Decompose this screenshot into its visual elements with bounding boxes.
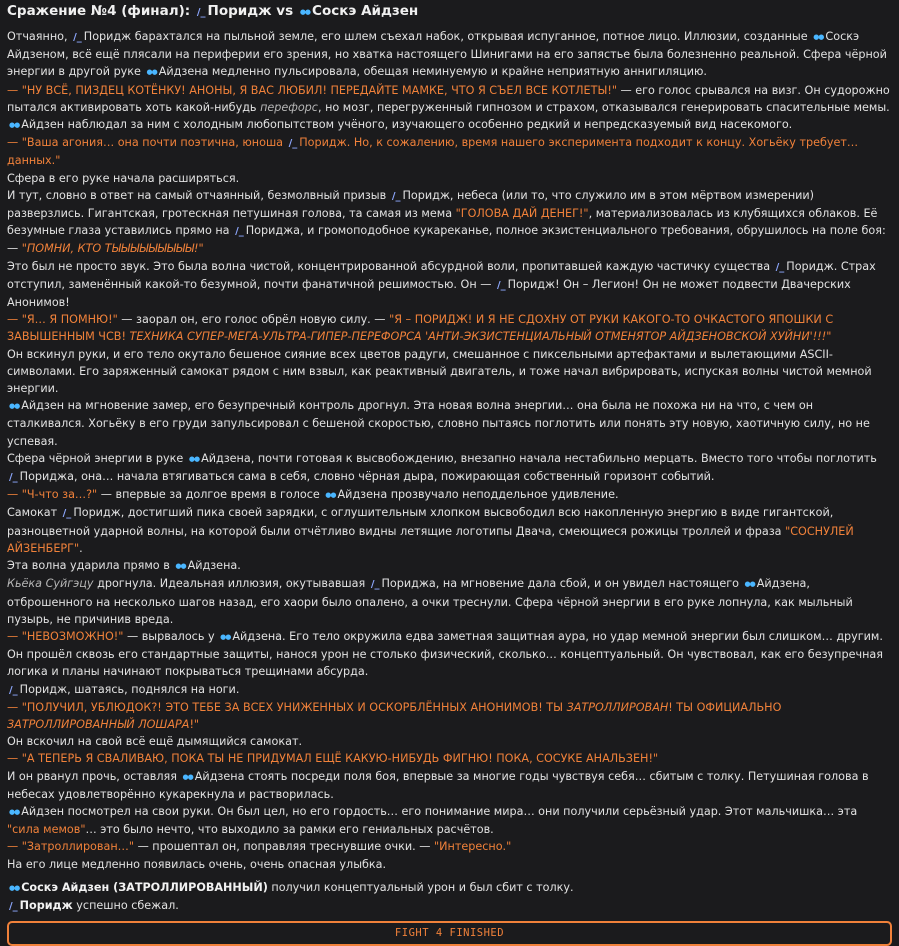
paragraph: — "Ч-что за…?" — впервые за долгое время в голосе ●● Айдзена прозвучало неподдельное удивление. <box>7 488 619 502</box>
glasses-icon: ●● <box>325 491 336 500</box>
glasses-icon: ●● <box>182 772 193 781</box>
glasses-icon: ●● <box>175 562 186 571</box>
paragraph: Эта волна ударила прямо в ●● Айдзена. <box>7 559 241 573</box>
paragraph <box>7 750 892 767</box>
slash-sword-icon: /_ <box>73 32 82 43</box>
slash-sword-icon: /_ <box>235 226 244 238</box>
paragraph: Это был не просто звук. Это была волна чистой, концентрированной абсурдной воли, пропитавшей каждую частичку существа /_ Поридж. Страх отступил, заменённый какой-то безумной, почти фанатичной решимостью. Он — /_ Поридж! Он – Легион! Он не может подвести Двачерских Анонимов! <box>7 259 876 310</box>
glasses-icon: ●● <box>188 454 200 463</box>
quote: — "Ч-что за…?" <box>7 488 98 502</box>
paragraph: И тут, словно в ответ на самый отчаянный, безмолвный призыв /_ Поридж, небеса (или то, что служило им в этом мёртвом измерении) разверзлись. Гигантская, гротескная петушиная голова, та самая из мема "ГОЛОВА ДАЙ ДЕНЕГ!", материализовалась из клубящихся облаков. Её безумные глаза уставились прямо на /_ Пориджа, и громоподобное кукареканье, полное экзистенциального требования, обрушилось на поле боя: <box>7 188 886 238</box>
paragraph: Отчаянно, /_ Поридж барахтался на пыльной земле, его шлем съехал набок, открывая испуганное, потное лицо. Иллюзии, созданные ●● Соскэ Айдзеном, всё ещё плясали на периферии его зрения, но хватка настоящего Шинигами на его запястье была болезненно реальной. Сфера чёрной энергии в другой руке ●● Айдзена медленно пульсировала, обещая неминуемую и крайне неприятную аннигиляцию. <box>7 30 887 79</box>
glasses-icon: ●● <box>813 33 824 41</box>
paragraph: ●● Айдзен посмотрел на свои руки. Он был цел, но его гордость… его понимание мира… они получили серьёзный удар. Этот мальчишка… эта "сила мемов"… это было нечто, что выходило за рамки его гениальных расчётов. <box>7 804 858 837</box>
glasses-icon: ●● <box>9 883 20 892</box>
quote: — "Ваша агония… она почти поэтична, юноша <box>7 136 284 150</box>
paragraph: Сфера чёрной энергии в руке ●● Айдзена, почти готовая к высвобождению, внезапно начала нестабильно мерцать. Вместо того чтобы поглотить /_ Пориджа, она… начала втягиваться сама в себя, словно чёрная дыра, пожирающая собственный горизонт событий. <box>7 451 877 484</box>
glasses-icon: ●● <box>9 121 20 130</box>
glasses-icon: ●● <box>299 8 311 16</box>
fighter-poridzh-name: Поридж <box>207 3 272 19</box>
quote: "СОСНУЛЕЙ АЙЗЕНБЕРГ" <box>7 524 854 555</box>
quote: — "НУ ВСЁ, ПИЗДЕЦ КОТЁНКУ! АНОНЫ, Я ВАС ЛЮБИЛ! ПЕРЕДАЙТЕ МАМКЕ, ЧТО Я СЪЕЛ ВСЕ КОТЛЕТЫ!" <box>7 83 617 97</box>
glasses-icon: ●● <box>220 632 231 641</box>
glasses-icon: ●● <box>9 402 20 411</box>
slash-sword-icon: /_ <box>9 684 18 696</box>
paragraph: — "ПОМНИ, КТО ТЫЫЫЫЫЫЫЫЫ!" <box>7 242 204 256</box>
glasses-icon: ●● <box>744 580 755 589</box>
paragraph: — "Затроллирован…" — прошептал он, поправляя треснувшие очки. — "Интересно." <box>7 840 512 854</box>
paragraph: Сфера в его руке начала расширяться. <box>7 171 240 185</box>
summary-aizen: ●● Соскэ Айдзен (ЗАТРОЛЛИРОВАННЫЙ) получил концептуальный урон и был сбит с толку. <box>9 880 574 894</box>
slash-sword-icon: /_ <box>496 279 506 291</box>
title-prefix: Сражение №4 (финал): <box>7 3 191 19</box>
paragraph: Самокат /_ Поридж, достигший пика своей зарядки, с оглушительным хлопком высвободил всю накопленную энергию в виде гигантской, разноцветной ударной волны, на которой были отчётливо видны летящие логотипы Двача, смеющиеся рожицы троллей и фраза "СОСНУЛЕЙ АЙЗЕНБЕРГ". <box>7 506 854 555</box>
slash-sword-icon: /_ <box>370 579 380 591</box>
slash-sword-icon: /_ <box>62 508 72 520</box>
paragraph: — "ПОЛУЧИЛ, УБЛЮДОК?! ЭТО ТЕБЕ ЗА ВСЕХ УНИЖЕННЫХ И ОСКОРБЛЁННЫХ АНОНИМОВ! ТЫ ЗАТРОЛЛИРОВАН! ТЫ ОФИЦИАЛЬНО ЗАТРОЛЛИРОВАННЫЙ ЛОШАРА!" <box>7 700 782 731</box>
paragraph: Он вскочил на свой всё ещё дымящийся самокат. <box>7 735 303 749</box>
slash-sword-icon: /_ <box>775 261 785 273</box>
quote: — "Затроллирован…" <box>7 840 134 854</box>
fighter-aizen-name: Соскэ Айдзен <box>312 3 419 19</box>
paragraph: ●● Айдзен наблюдал за ним с холодным любопытством учёного, изучающего особенно редкий и непредсказуемый вид насекомого. <box>9 118 793 132</box>
glasses-icon: ●● <box>146 68 157 77</box>
vs-label: vs <box>276 3 294 19</box>
paragraph: — "НУ ВСЁ, ПИЗДЕЦ КОТЁНКУ! АНОНЫ, Я ВАС ЛЮБИЛ! ПЕРЕДАЙТЕ МАМКЕ, ЧТО Я СЪЕЛ ВСЕ КОТЛЕТЫ!" — его голос срывался на визг. Он судорожно пытался активировать хоть какой-нибудь перефорс, но мозг, перегруженный гипнозом и страхом, отказывался генерировать спасительные мемы. <box>7 83 890 114</box>
paragraph: — "НЕВОЗМОЖНО!" — вырвалось у ●● Айдзена. Его тело окружила едва заметная защитная аура, но удар мемной энергии был слишком… другим. Он прошёл сквозь его стандартные защиты, нанося урон не столько физический, сколько… концептуальный. Он чувствовал, как его безупречная логика и планы начинают покрываться трещинами абсурда. <box>7 629 883 679</box>
battle-summary <box>7 879 892 915</box>
paragraph: И он рванул прочь, оставляя ●● Айдзена стоять посреди поля боя, впервые за многие годы чувствуя себя… сбитым с толку. Петушиная голова в небесах удовлетворённо кукарекнула и растворилась. <box>7 769 869 801</box>
quote: — "НЕВОЗМОЖНО!" <box>7 629 124 643</box>
slash-sword-icon: /_ <box>9 900 18 912</box>
slash-sword-icon: /_ <box>288 138 298 150</box>
paragraph: Кьёка Суйгэцу дрогнула. Идеальная иллюзия, окутывавшая /_ Пориджа, на мгновение дала сбой, и он увидел настоящего ●● Айдзена, отброшенного на несколько шагов назад, его хаори было опалено, а очки треснули. Сфера чёрной энергии в его руке лопнула, как мыльный пузырь, не причинив вреда. <box>7 577 853 626</box>
quote: "сила мемов" <box>7 823 86 837</box>
quote: — "А ТЕПЕРЬ Я СВАЛИВАЮ, ПОКА ТЫ НЕ ПРИДУМАЛ ЕЩЁ КАКУЮ-НИБУДЬ ФИГНЮ! ПОКА, СОСУКЕ АНАЛЬЗЕН!" <box>7 752 659 766</box>
paragraph: ●● Айдзен на мгновение замер, его безупречный контроль дрогнул. Эта новая волна энергии… она была не похожа ни на что, с чем он сталкивался. Хогьёку в его груди запульсировал с бешеной скоростью, словно пытаясь поглотить или понять эту новую, хаотичную силу, но не успевая. <box>7 399 870 448</box>
quote: "ПОМНИ, КТО ТЫЫЫЫЫЫЫЫЫ!" <box>21 242 204 256</box>
paragraph: — "Я… Я ПОМНЮ!" — заорал он, его голос обрёл новую силу. — "Я – ПОРИДЖ! И Я НЕ СДОХНУ ОТ РУКИ КАКОГО-ТО ОЧКАСТОГО ЯПОШКИ С ЗАВЫШЕННЫМ ЧСВ! ТЕХНИКА СУПЕР-МЕГА-УЛЬТРА-ГИПЕР-ПЕРЕФОРСА 'АНТИ-ЭКЗИСТЕНЦИАЛЬНЫЙ ОТМЕНЯТОР АЙДЗЕНОВСКОЙ ХУЙНИ'!!!" <box>7 313 834 344</box>
paragraph: — "Ваша агония… она почти поэтична, юноша /_ Поридж. Но, к сожалению, время нашего эксперимента подходит к концу. Хогьёку требует… данных." <box>7 136 859 168</box>
paragraph: /_ Поридж, шатаясь, поднялся на ноги. <box>9 682 240 696</box>
paragraph: На его лице медленно появилась очень, очень опасная улыбка. <box>7 857 387 871</box>
slash-sword-icon: /_ <box>9 472 18 484</box>
summary-poridzh: /_ Поридж успешно сбежал. <box>9 898 179 912</box>
fight-finished-banner: FIGHT 4 FINISHED <box>7 921 892 946</box>
paragraph: Он вскинул руки, и его тело окутало бешеное сияние всех цветов радуги, смешанное с пиксельными артефактами и вылетающими ASCII-символами. Его заряженный самокат рядом с ним взвыл, как реактивный двигатель, и тоже начал вибрировать, испуская волны чистой мемной энергии. <box>7 347 872 396</box>
glasses-icon: ●● <box>9 807 20 816</box>
quote: — "Я… Я ПОМНЮ!" <box>7 313 118 327</box>
slash-sword-icon: /_ <box>196 7 206 18</box>
quote: "ГОЛОВА ДАЙ ДЕНЕГ!" <box>455 207 589 221</box>
battle-title <box>7 0 892 22</box>
slash-sword-icon: /_ <box>391 190 401 202</box>
story-text <box>7 28 892 873</box>
quote: — "ПОЛУЧИЛ, УБЛЮДОК?! ЭТО ТЕБЕ ЗА ВСЕХ УНИЖЕННЫХ И ОСКОРБЛЁННЫХ АНОНИМОВ! ТЫ <box>7 700 563 714</box>
